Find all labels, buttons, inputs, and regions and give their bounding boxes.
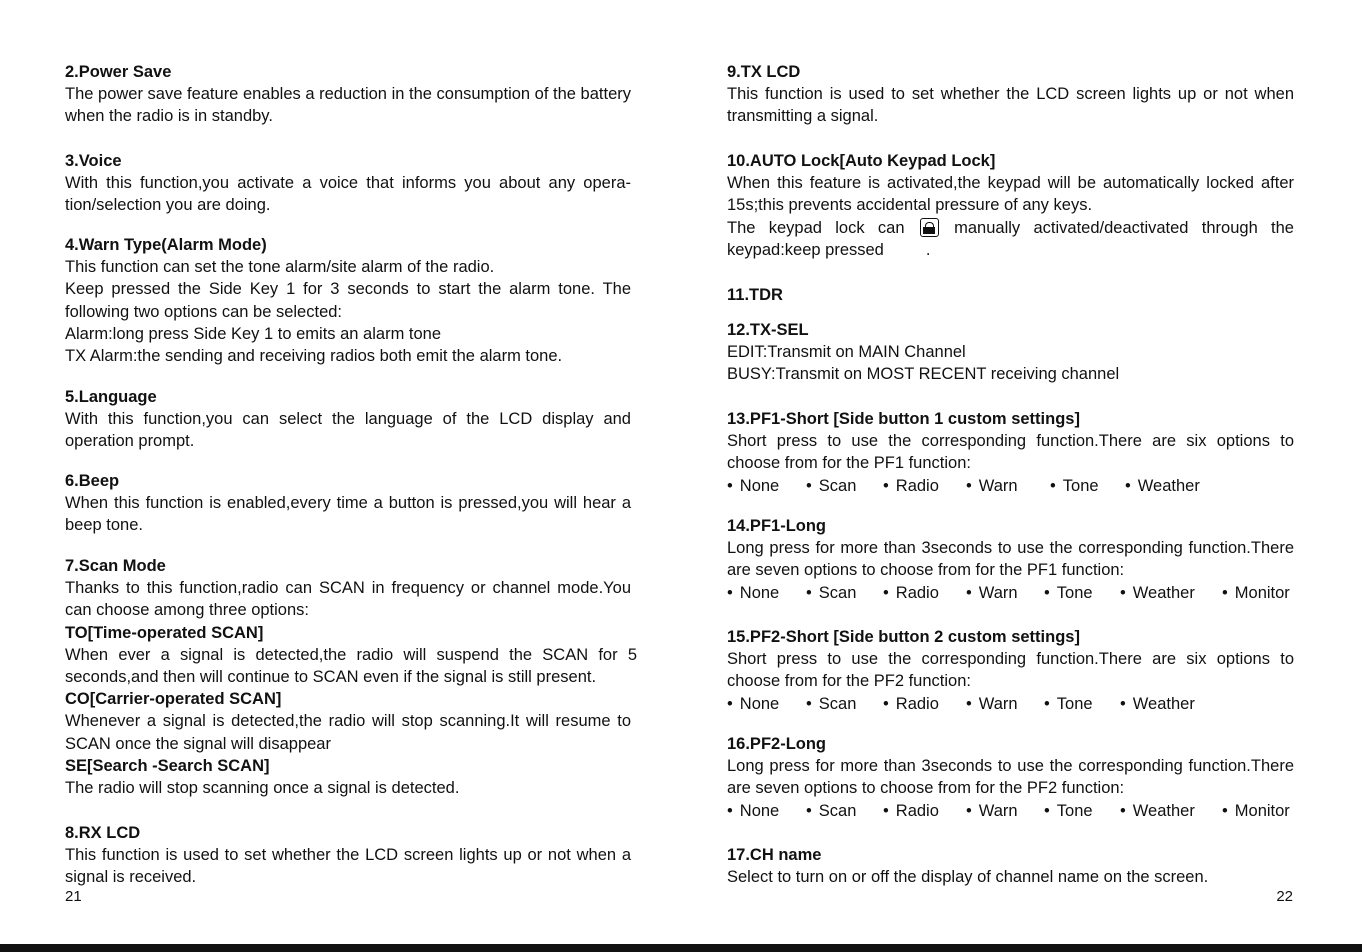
scan-option-title: SE[Search -Search SCAN] [65, 756, 270, 775]
section-title: 9.TX LCD [727, 63, 801, 81]
section-tx-sel [727, 319, 1294, 386]
section-ch-name [727, 844, 1294, 888]
section-intro: Thanks to this function,radio can SCAN in frequency or channel mode.You can choose among three options: [65, 579, 631, 620]
option-item: • Tone [1044, 693, 1120, 715]
section-title: 6.Beep [65, 472, 120, 490]
section-title: 8.RX LCD [65, 824, 141, 842]
section-title: 4.Warn Type(Alarm Mode) [65, 236, 267, 254]
option-item: • Radio [883, 475, 966, 497]
option-item: • Warn [966, 693, 1044, 715]
section-tdr [727, 284, 1294, 306]
section-body: Long press for more than 3seconds to use the corresponding function.There are seven options to choose from for the PF2 function: [727, 757, 1294, 798]
section-scan-mode [65, 555, 637, 799]
section-title: 10.AUTO Lock[Auto Keypad Lock] [727, 152, 996, 170]
option-item: • Weather [1120, 800, 1222, 822]
option-item: • Tone [1044, 582, 1120, 604]
scan-option-title: TO[Time-operated SCAN] [65, 623, 264, 642]
option-item: • Scan [806, 475, 883, 497]
section-title: 5.Language [65, 388, 157, 406]
section-title: 12.TX-SEL [727, 321, 809, 339]
option-item: • Tone [1044, 800, 1120, 822]
section-line: Alarm:long press Side Key 1 to emits an alarm tone [65, 324, 442, 343]
section-title: 13.PF1-Short [Side button 1 custom settings] [727, 410, 1080, 428]
option-item: • Monitor [1222, 582, 1290, 604]
section-body: This function is used to set whether the LCD screen lights up or not when transmitting a signal. [727, 85, 1294, 126]
section-title: 15.PF2-Short [Side button 2 custom settings] [727, 628, 1080, 646]
section-line: EDIT:Transmit on MAIN Channel [727, 343, 966, 362]
option-item: • Monitor [1222, 800, 1290, 822]
scan-option-body: Whenever a signal is detected,the radio will stop scanning.It will resume to SCAN once the signal will disappear [65, 712, 631, 753]
option-list [727, 475, 1294, 497]
section-pf1-long [727, 515, 1294, 604]
bottom-border [0, 944, 1362, 952]
section-line: BUSY:Transmit on MOST RECENT receiving channel [727, 365, 1120, 384]
section-body: Short press to use the corresponding function.There are six options to choose from for the PF2 function: [727, 650, 1294, 691]
scan-option-body: The radio will stop scanning once a signal is detected. [65, 779, 460, 798]
right-page [681, 0, 1362, 952]
option-item: • Scan [806, 582, 883, 604]
section-title: 2.Power Save [65, 63, 172, 81]
option-item: • Radio [883, 582, 966, 604]
lock-icon [920, 218, 939, 237]
section-title: 16.PF2-Long [727, 735, 827, 753]
section-body-line2 [727, 217, 1294, 261]
section-language [65, 386, 631, 453]
section-beep [65, 470, 631, 537]
option-list [727, 693, 1294, 715]
section-body: The power save feature enables a reduction in the consumption of the battery when the radio is in standby. [65, 85, 631, 126]
section-body: Select to turn on or off the display of channel name on the screen. [727, 868, 1209, 887]
section-title: 7.Scan Mode [65, 557, 166, 575]
section-body: With this function,you activate a voice that informs you about any opera-tion/selection you are doing. [65, 174, 631, 215]
section-line: TX Alarm:the sending and receiving radios both emit the alarm tone. [65, 347, 563, 366]
section-pf2-long [727, 733, 1294, 822]
section-body: This function is used to set whether the LCD screen lights up or not when a signal is received. [65, 846, 631, 887]
option-item: • Weather [1120, 582, 1222, 604]
lock-text-a: The keypad lock can [727, 218, 905, 237]
section-body: With this function,you can select the language of the LCD display and operation prompt. [65, 410, 631, 451]
section-power-save [65, 61, 631, 128]
section-pf1-short [727, 408, 1294, 497]
scan-option-body: When ever a signal is detected,the radio will suspend the SCAN for 5 seconds,and then will continue to SCAN even if the signal is still present. [65, 645, 637, 687]
page-number: 22 [1276, 888, 1293, 905]
option-item: • Scan [806, 693, 883, 715]
option-item: • Radio [883, 693, 966, 715]
lock-text-end: . [925, 240, 931, 259]
section-pf2-short [727, 626, 1294, 715]
option-item: • None [727, 800, 806, 822]
option-item: • Tone [1050, 475, 1125, 497]
section-rx-lcd [65, 822, 631, 889]
section-title: 14.PF1-Long [727, 517, 827, 535]
section-tx-lcd [727, 61, 1294, 128]
section-line: This function can set the tone alarm/site alarm of the radio. [65, 258, 495, 277]
section-body: When this function is enabled,every time a button is pressed,you will hear a beep tone. [65, 494, 631, 535]
section-body: When this feature is activated,the keypad will be automatically locked after 15s;this prevents accidental pressure of any keys. [727, 174, 1294, 215]
option-item: • None [727, 693, 806, 715]
option-list [727, 582, 1294, 604]
section-title: 17.CH name [727, 846, 822, 864]
section-title: 3.Voice [65, 152, 122, 170]
option-item: • Warn [966, 475, 1050, 497]
scan-option-title: CO[Carrier-operated SCAN] [65, 690, 282, 709]
section-title: 11.TDR [727, 286, 783, 304]
option-item: • Weather [1125, 475, 1200, 497]
option-item: • Warn [966, 800, 1044, 822]
option-item: • None [727, 582, 806, 604]
section-warn-type [65, 234, 631, 367]
option-list [727, 800, 1294, 822]
option-item: • Radio [883, 800, 966, 822]
option-item: • Warn [966, 582, 1044, 604]
option-item: • Weather [1120, 693, 1195, 715]
page-number: 21 [65, 888, 82, 905]
section-body: Long press for more than 3seconds to use the corresponding function.There are seven options to choose from for the PF1 function: [727, 539, 1294, 580]
option-item: • None [727, 475, 806, 497]
section-voice [65, 150, 631, 217]
lock-text-b: manually activated/deactivated through the keypad:keep pressed [727, 218, 1294, 259]
section-auto-lock [727, 150, 1294, 261]
section-line: Keep pressed the Side Key 1 for 3 seconds to start the alarm tone. The following two options can be selected: [65, 280, 631, 321]
option-item: • Scan [806, 800, 883, 822]
section-body: Short press to use the corresponding function.There are six options to choose from for the PF1 function: [727, 432, 1294, 473]
